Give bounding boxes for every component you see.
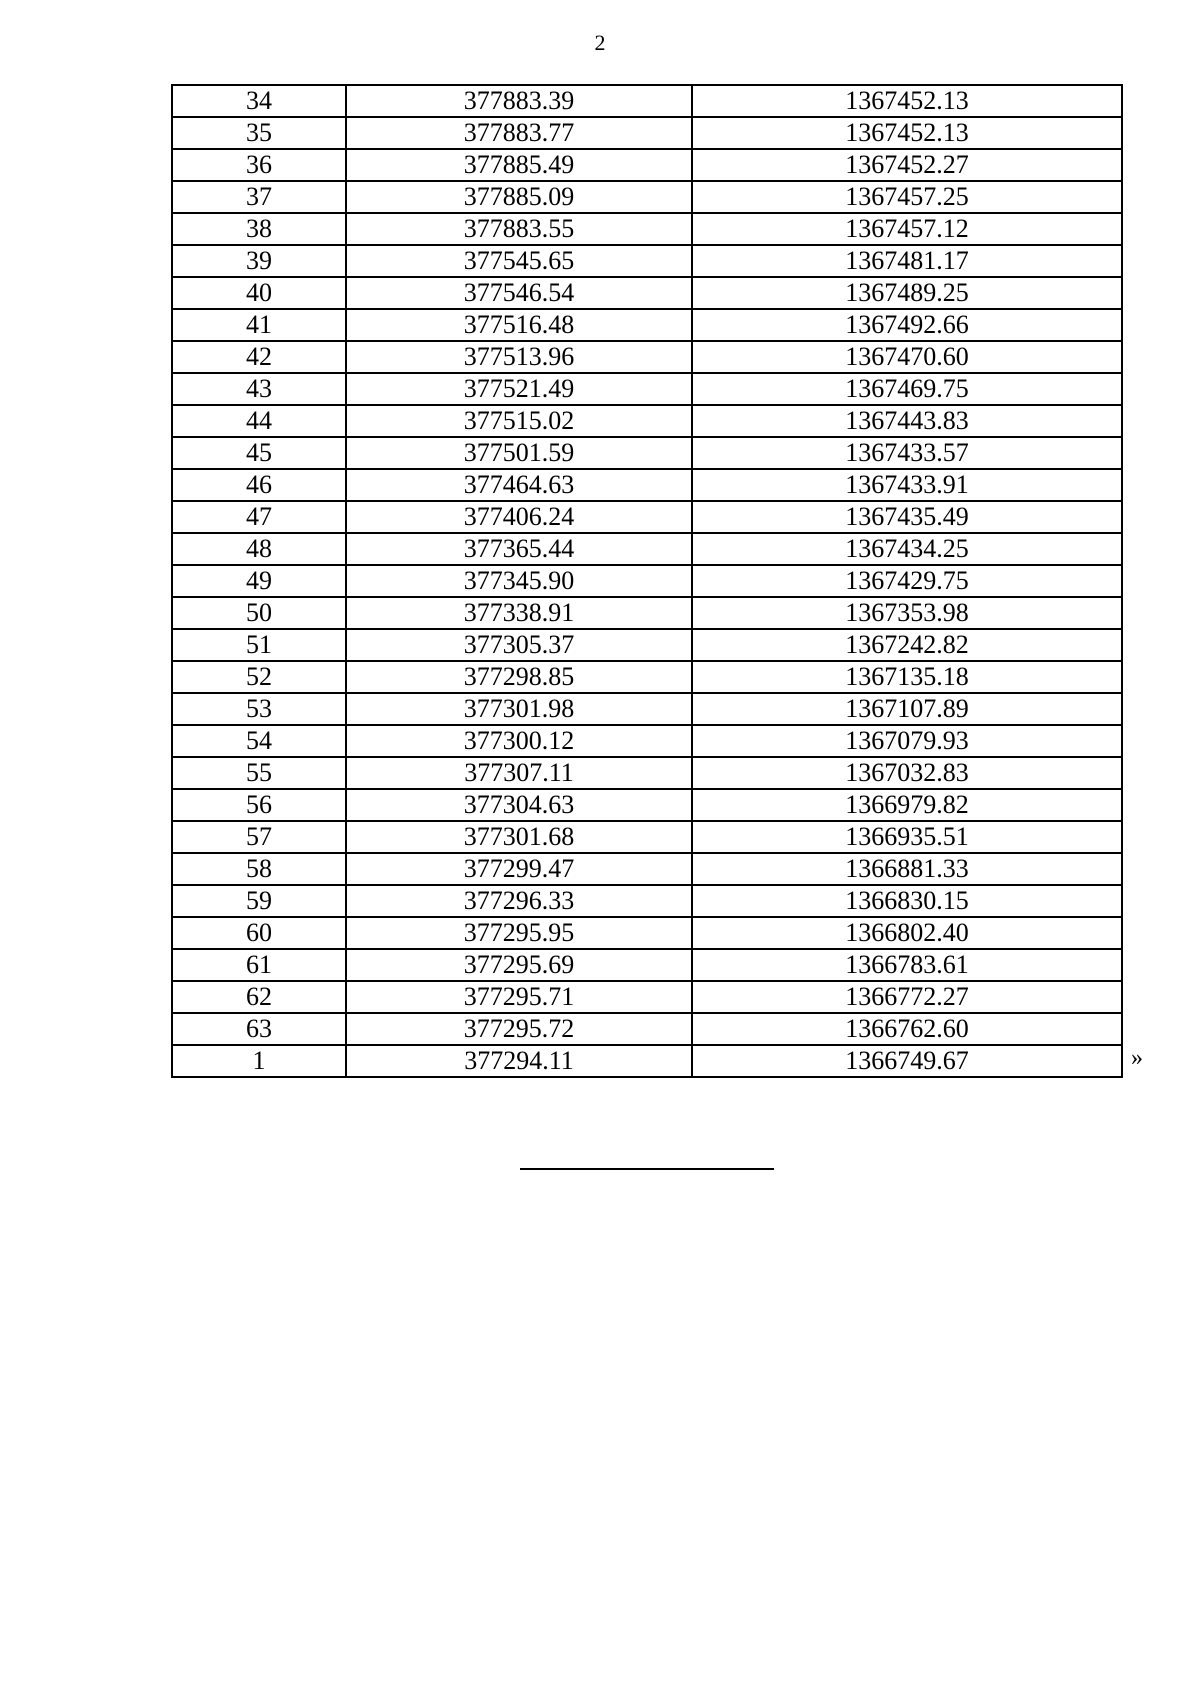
- x-coordinate-cell: 377885.49: [346, 149, 692, 181]
- table-row: [172, 661, 1122, 693]
- y-coordinate-cell: 1366935.51: [692, 821, 1122, 853]
- point-number-cell: 49: [172, 565, 346, 597]
- table-row: [172, 693, 1122, 725]
- point-number-cell: 1: [172, 1045, 346, 1077]
- point-number-cell: 60: [172, 917, 346, 949]
- table-row: [172, 565, 1122, 597]
- y-coordinate-cell: 1367079.93: [692, 725, 1122, 757]
- x-coordinate-cell: 377338.91: [346, 597, 692, 629]
- y-coordinate-cell: 1367433.91: [692, 469, 1122, 501]
- y-coordinate-cell: 1367435.49: [692, 501, 1122, 533]
- x-coordinate-cell: 377883.55: [346, 213, 692, 245]
- point-number-cell: 40: [172, 277, 346, 309]
- point-number-cell: 34: [172, 85, 346, 117]
- table-row: [172, 629, 1122, 661]
- x-coordinate-cell: 377883.39: [346, 85, 692, 117]
- coordinates-table-body: [172, 85, 1122, 1077]
- point-number-cell: 54: [172, 725, 346, 757]
- table-row: [172, 181, 1122, 213]
- x-coordinate-cell: 377501.59: [346, 437, 692, 469]
- x-coordinate-cell: 377295.71: [346, 981, 692, 1013]
- x-coordinate-cell: 377298.85: [346, 661, 692, 693]
- table-row: [172, 533, 1122, 565]
- table-row: [172, 981, 1122, 1013]
- point-number-cell: 52: [172, 661, 346, 693]
- point-number-cell: 36: [172, 149, 346, 181]
- table-row: [172, 469, 1122, 501]
- table-row: [172, 917, 1122, 949]
- table-row: [172, 885, 1122, 917]
- y-coordinate-cell: 1367470.60: [692, 341, 1122, 373]
- point-number-cell: 43: [172, 373, 346, 405]
- y-coordinate-cell: 1366881.33: [692, 853, 1122, 885]
- page-number: 2: [594, 30, 606, 55]
- point-number-cell: 41: [172, 309, 346, 341]
- point-number-cell: 53: [172, 693, 346, 725]
- y-coordinate-cell: 1366772.27: [692, 981, 1122, 1013]
- table-row: [172, 373, 1122, 405]
- x-coordinate-cell: 377296.33: [346, 885, 692, 917]
- x-coordinate-cell: 377305.37: [346, 629, 692, 661]
- y-coordinate-cell: 1367107.89: [692, 693, 1122, 725]
- x-coordinate-cell: 377885.09: [346, 181, 692, 213]
- table-row: [172, 789, 1122, 821]
- closing-quote-mark: »: [1131, 1045, 1143, 1071]
- x-coordinate-cell: 377295.95: [346, 917, 692, 949]
- y-coordinate-cell: 1366802.40: [692, 917, 1122, 949]
- x-coordinate-cell: 377406.24: [346, 501, 692, 533]
- x-coordinate-cell: 377516.48: [346, 309, 692, 341]
- x-coordinate-cell: 377464.63: [346, 469, 692, 501]
- point-number-cell: 63: [172, 1013, 346, 1045]
- footer-separator-line: [520, 1168, 774, 1170]
- y-coordinate-cell: 1367135.18: [692, 661, 1122, 693]
- x-coordinate-cell: 377295.69: [346, 949, 692, 981]
- point-number-cell: 57: [172, 821, 346, 853]
- x-coordinate-cell: 377299.47: [346, 853, 692, 885]
- point-number-cell: 62: [172, 981, 346, 1013]
- y-coordinate-cell: 1367434.25: [692, 533, 1122, 565]
- table-row: [172, 405, 1122, 437]
- table-row: [172, 437, 1122, 469]
- coordinates-table: [171, 84, 1123, 1078]
- point-number-cell: 50: [172, 597, 346, 629]
- x-coordinate-cell: 377365.44: [346, 533, 692, 565]
- x-coordinate-cell: 377521.49: [346, 373, 692, 405]
- y-coordinate-cell: 1367242.82: [692, 629, 1122, 661]
- point-number-cell: 46: [172, 469, 346, 501]
- table-row: [172, 501, 1122, 533]
- table-row: [172, 117, 1122, 149]
- point-number-cell: 56: [172, 789, 346, 821]
- point-number-cell: 55: [172, 757, 346, 789]
- table-row: [172, 149, 1122, 181]
- table-row: [172, 1045, 1122, 1077]
- x-coordinate-cell: 377295.72: [346, 1013, 692, 1045]
- x-coordinate-cell: 377545.65: [346, 245, 692, 277]
- point-number-cell: 58: [172, 853, 346, 885]
- point-number-cell: 48: [172, 533, 346, 565]
- x-coordinate-cell: 377546.54: [346, 277, 692, 309]
- y-coordinate-cell: 1366830.15: [692, 885, 1122, 917]
- y-coordinate-cell: 1367457.12: [692, 213, 1122, 245]
- y-coordinate-cell: 1367433.57: [692, 437, 1122, 469]
- y-coordinate-cell: 1367492.66: [692, 309, 1122, 341]
- table-row: [172, 213, 1122, 245]
- table-row: [172, 309, 1122, 341]
- y-coordinate-cell: 1367452.13: [692, 117, 1122, 149]
- x-coordinate-cell: 377300.12: [346, 725, 692, 757]
- point-number-cell: 37: [172, 181, 346, 213]
- y-coordinate-cell: 1367032.83: [692, 757, 1122, 789]
- point-number-cell: 59: [172, 885, 346, 917]
- y-coordinate-cell: 1367429.75: [692, 565, 1122, 597]
- x-coordinate-cell: 377294.11: [346, 1045, 692, 1077]
- x-coordinate-cell: 377515.02: [346, 405, 692, 437]
- y-coordinate-cell: 1366783.61: [692, 949, 1122, 981]
- table-row: [172, 341, 1122, 373]
- table-row: [172, 821, 1122, 853]
- point-number-cell: 35: [172, 117, 346, 149]
- point-number-cell: 39: [172, 245, 346, 277]
- point-number-cell: 45: [172, 437, 346, 469]
- y-coordinate-cell: 1366762.60: [692, 1013, 1122, 1045]
- point-number-cell: 38: [172, 213, 346, 245]
- x-coordinate-cell: 377345.90: [346, 565, 692, 597]
- point-number-cell: 47: [172, 501, 346, 533]
- table-row: [172, 85, 1122, 117]
- point-number-cell: 61: [172, 949, 346, 981]
- point-number-cell: 44: [172, 405, 346, 437]
- table-row: [172, 725, 1122, 757]
- y-coordinate-cell: 1367457.25: [692, 181, 1122, 213]
- table-row: [172, 597, 1122, 629]
- x-coordinate-cell: 377307.11: [346, 757, 692, 789]
- table-row: [172, 245, 1122, 277]
- y-coordinate-cell: 1367443.83: [692, 405, 1122, 437]
- table-row: [172, 277, 1122, 309]
- x-coordinate-cell: 377883.77: [346, 117, 692, 149]
- y-coordinate-cell: 1367452.13: [692, 85, 1122, 117]
- y-coordinate-cell: 1366979.82: [692, 789, 1122, 821]
- x-coordinate-cell: 377301.68: [346, 821, 692, 853]
- y-coordinate-cell: 1367489.25: [692, 277, 1122, 309]
- table-row: [172, 949, 1122, 981]
- table-row: [172, 853, 1122, 885]
- y-coordinate-cell: 1367452.27: [692, 149, 1122, 181]
- y-coordinate-cell: 1367481.17: [692, 245, 1122, 277]
- x-coordinate-cell: 377304.63: [346, 789, 692, 821]
- y-coordinate-cell: 1367353.98: [692, 597, 1122, 629]
- point-number-cell: 51: [172, 629, 346, 661]
- table-row: [172, 1013, 1122, 1045]
- y-coordinate-cell: 1366749.67: [692, 1045, 1122, 1077]
- point-number-cell: 42: [172, 341, 346, 373]
- table-row: [172, 757, 1122, 789]
- x-coordinate-cell: 377301.98: [346, 693, 692, 725]
- x-coordinate-cell: 377513.96: [346, 341, 692, 373]
- y-coordinate-cell: 1367469.75: [692, 373, 1122, 405]
